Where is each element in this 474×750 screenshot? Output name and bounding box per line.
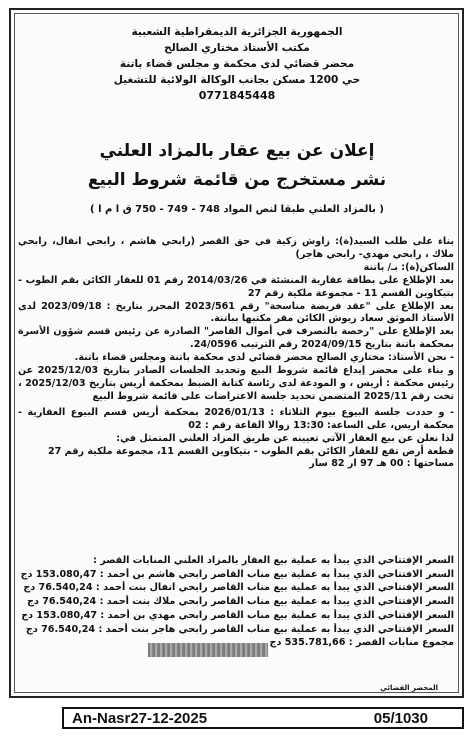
address-line: حي 1200 مسكن بجانب الوكالة الولائية للتشغيل <box>113 74 361 86</box>
requester-paragraph: بناء على طلب السيد(ة): زاوش زكية في حق القصر (رابحي هاشم ، رابحي انفال، رابحي ملاك ، رابحي مهدي- رابحي هاجر) <box>18 236 454 260</box>
price-line: السعر الإفتتاحي الذي يبدأ به عملية بيع مناب القاصر رابحي هاجر بنت أحمد : 76.540,24 دج <box>25 623 454 635</box>
price-line: السعر الإفتتاحي الذي يبدأ به عملية بيع العقار بالمزاد العلني المنابات القصر : <box>93 555 454 566</box>
area-paragraph: مساحتها : 00 هـ 97 ار 82 سار <box>309 458 454 470</box>
bailiff-header <box>20 24 454 104</box>
price-line: السعر الإفتتاحي الذي يبدأ به عملية بيع مناب القاصر رابحي ملاك بنت أحمد : 76.540,24 دج <box>27 596 454 608</box>
land-card-paragraph: بعد الإطلاع على بطاقة عقارية المنشئة في 2014/03/26 رقم 01 للعقار الكائن بقم الطوب - بتيكاوين القسم 11 - مجموعة ملكية رقم 27 <box>18 274 454 299</box>
ink-smudge <box>148 643 268 657</box>
announcement-title: إعلان عن بيع عقار بالمزاد العلني <box>99 141 375 161</box>
price-line: السعر الإفتتاحي الذي يبدأ به عملية بيع مناب القاصر رابحي انفال بنت أحمد : 76.540,24 دج <box>23 582 454 594</box>
price-total: مجموع منابات القصر : 535.781,66 دج <box>269 637 454 649</box>
phone-number: 0771845448 <box>198 89 276 102</box>
court-line: محضر قضائي لدى محكمة و مجلس قضاء باتنة <box>119 58 355 70</box>
residence-paragraph: الساكن(ة): بـ/ باتنة <box>363 261 454 273</box>
session-paragraph: - و حددت جلسة البيوع بيوم الثلاثاء : 2026/01/13 بمحكمة أريس قسم البيوع العقارية - محكمة اريس، على الساعة: 13:30 زوالا القاعة رقم : 02 <box>18 406 454 431</box>
inheritance-deed-paragraph: بعد الإطلاع على "عقد فريضة مناسخة" رقم 2023/561 المحرر بتاريخ : 2023/09/18 لدى الأستاذ الموثق سعاد زيوش الكائن مقر مكتبها بباتنة. <box>18 300 455 325</box>
publication-date: An-Nasr27-12-2025 <box>72 709 208 727</box>
legal-articles: ( بالمزاد العلني طبقا لنص المواد 748 - 749 - 750 ق ا م ا ) <box>90 204 384 215</box>
price-line: السعر الإفتتاحي الذي يبدأ به عملية بيع مناب القاصر رابحي مهدي بن أحمد : 153.080,47 دج <box>21 609 454 621</box>
deposit-paragraph: و بناء على محضر إيداع قائمة شروط البيع وتحديد الجلسات الصادر بتاريخ 2025/12/03 عن رئيس محكمة : أريس ، و المودعة لدى رئاسة كتابة الضبط بمحكمة أريس بتاريخ 2025/12/03 ، تحت رقم 2025/11 المتضمن تحديد جلسة الاعتراضات على قائمة شروط البيع <box>18 365 454 402</box>
reference-number: 05/1030 <box>373 709 428 727</box>
property-paragraph: قطعة أرض تقع للعقار الكائن بقم الطوب - بتيكاوين القسم 11، مجموعة ملكية رقم 27 <box>47 445 454 457</box>
signature-label: المحضر القضائي <box>380 684 438 692</box>
announcement-body <box>18 236 454 471</box>
authorization-paragraph: بعد الإطلاع على "رخصة بالتصرف في أموال القاصر" الصادرة عن رئيس قسم شؤون الأسرة بمحكمة باتنة بتاريخ 2024/09/15 رقم الترتيب 24/0596. <box>18 326 454 351</box>
office-line: مكتب الأستاذ مختاري الصالح <box>164 42 310 54</box>
opening-prices <box>18 554 454 650</box>
bailiff-paragraph: - نحن الأستاذ: مختاري الصالح محضر قضائي لدى محكمة باتنة ومجلس قضاء باتنة. <box>74 352 454 364</box>
price-line: السعر الافتتاحي الذي يبدأ به عملية بيع مناب القاصر رابحي هاشم بن أحمد : 153.080,47 دج <box>20 568 454 580</box>
sale-notice-paragraph: لذا نعلن عن بيع العقار الآتي تعيينه عن طريق المزاد العلني المتمثل في: <box>116 432 454 444</box>
republic-line: الجمهورية الجزائرية الديمقراطية الشعبية <box>131 26 343 38</box>
publication-footer <box>62 707 464 729</box>
announcement-subtitle: نشر مستخرج من قائمة شروط البيع <box>87 170 387 190</box>
